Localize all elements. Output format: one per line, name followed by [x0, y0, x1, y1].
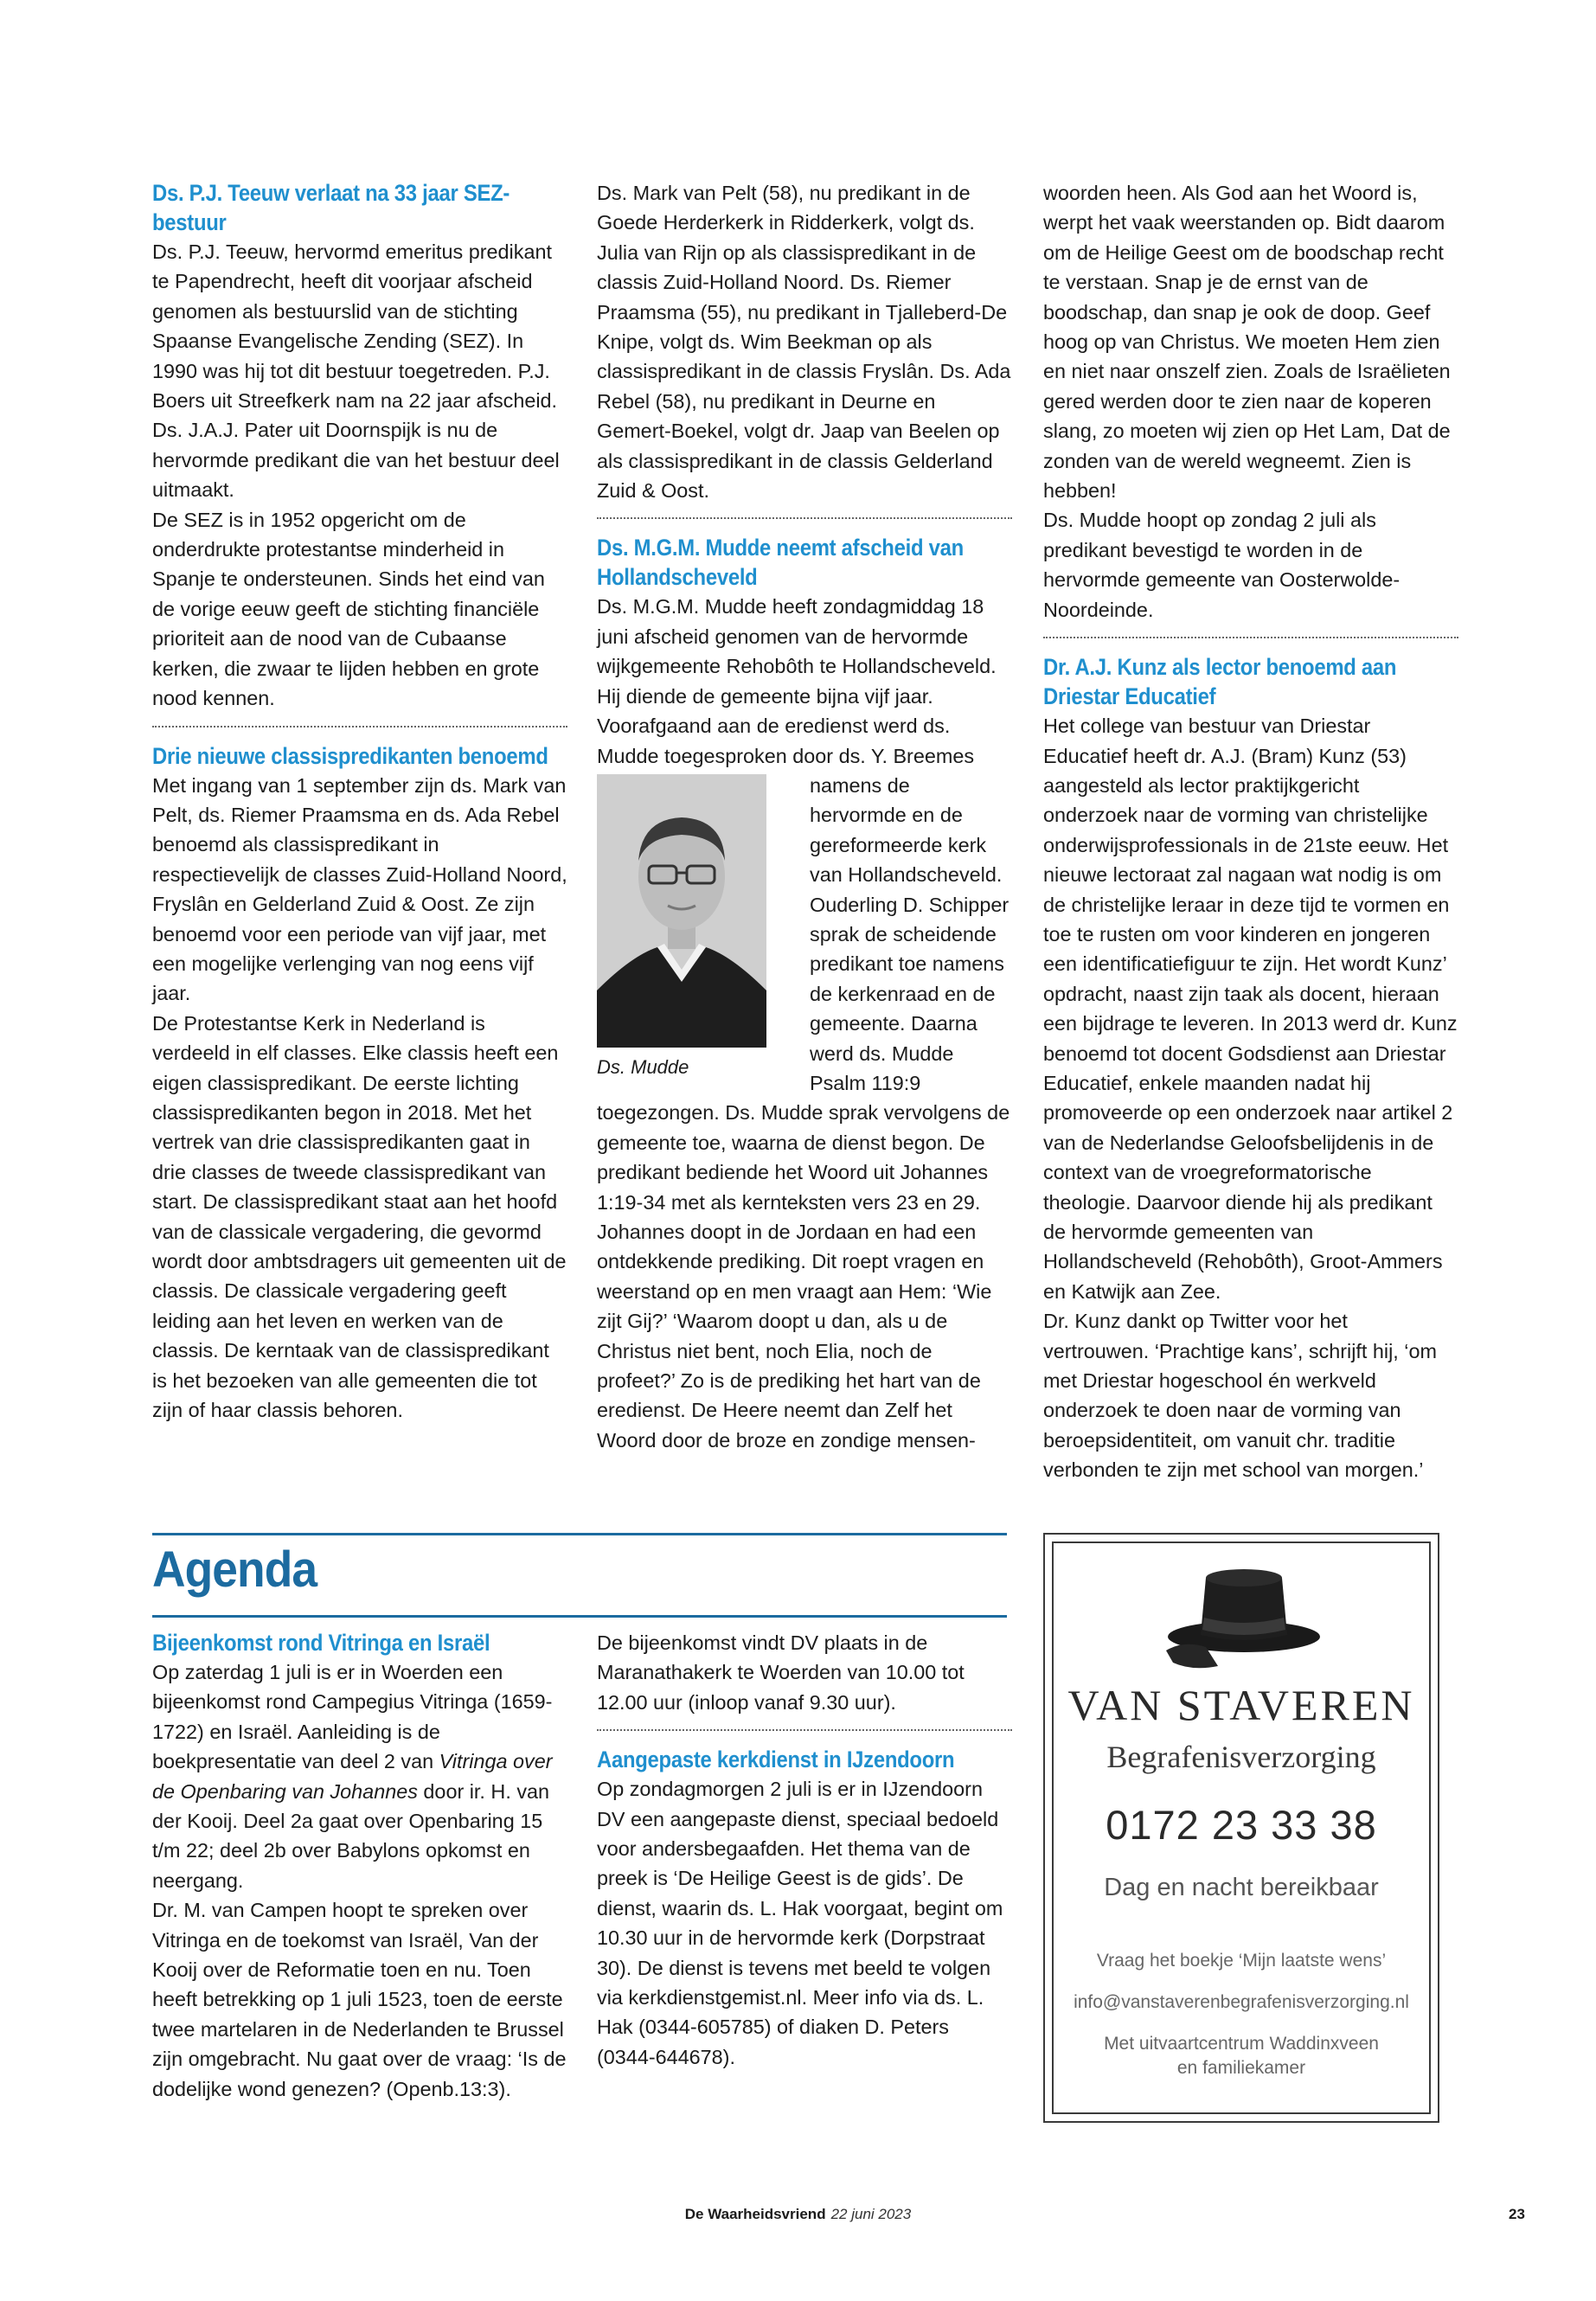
paragraph [152, 1657, 567, 1895]
publication-name: De Waarheidsvriend [684, 2206, 826, 2222]
photo-figure [597, 774, 801, 1080]
headline-teeuw: Ds. P.J. Teeuw verlaat na 33 jaar SEZ-bestuur [152, 180, 510, 235]
paragraph: Dr. M. van Campen hoopt te spreken over Vitringa en de toekomst van Israël, Van der Kooij over de Reformatie toen en nu. Toen heeft betrekking op 1 juli 1523, toen de eerste twee martelaren in de Nederlanden te Brussel zijn omgebracht. Nu gaat over de vraag: ‘Is de dodelijke wond genezen? (Openb.13:3). [152, 1899, 567, 2100]
page-number: 23 [1509, 2206, 1525, 2222]
ad-subtitle: Begrafenisverzorging [1106, 1740, 1376, 1774]
paragraph: woorden heen. Als God aan het Woord is, werpt het vaak weerstanden op. Bidt daarom om de Heilige Geest om de boodschap recht te verstaan. Snap je de ernst van de boodschap, dan snap je ook de doop. Geef hoog op van Christus. We moeten Hem zien en niet naar onszelf zien. Zoals de Israëlieten gered werden door te zien naar de koperen slang, zo moeten wij zien op Het Lam, Dat de zonden van de wereld wegneemt. Zien is hebben! [1043, 182, 1451, 503]
column-1 [152, 178, 567, 1425]
ad-phone-number: 0172 23 33 38 [1106, 1802, 1377, 1848]
paragraph: Ds. M.G.M. Mudde heeft zondagmiddag 18 juni afscheid genomen van de hervormde wijkgemeente Rehobôth te Hollandscheveld. Hij diende de gemeente bijna vijf jaar. Voorafgaand aan de eredienst werd ds. Mudde toegesproken door ds. Y. Breemes [597, 595, 997, 767]
paragraph: De bijeenkomst vindt DV plaats in de Maranathakerk te Woerden van 10.00 tot 12.00 uur (inloop vanaf 9.30 uur). [597, 1631, 965, 1714]
paragraph: De Protestantse Kerk in Nederland is verdeeld in elf classes. Elke classis heeft een eigen classispredikant. De eerste lichting classispredikanten begon in 2018. Met het vertrek van drie classispredikanten gaat in drie classes de tweede classispredikant van start. De classispredikant staat aan het hoofd van de classicale vergadering, die gevormd wordt door ambtsdragers uit gemeenten uit de classis. De classicale vergadering geeft leiding aan het leven en werken van de classis. De kerntaak van de classispredikant is het bezoeken van alle gemeenten die tot zijn of haar classis behoren. [152, 1011, 567, 1422]
ad-availability: Dag en nacht bereikbaar [1104, 1874, 1379, 1901]
photo-caption: Ds. Mudde [597, 1055, 689, 1078]
portrait-photo-mudde [597, 774, 766, 1048]
ad-brand-name: VAN STAVEREN [1067, 1681, 1415, 1729]
top-hat-icon [1166, 1561, 1322, 1673]
publication-date: 22 juni 2023 [830, 2206, 912, 2222]
dotted-divider [1043, 637, 1458, 638]
book-title: Vitringa over de Openbaring van Johannes [152, 1750, 553, 1803]
dotted-divider [597, 517, 1012, 519]
advertisement-van-staveren [1043, 1533, 1439, 2123]
agenda-column-1 [152, 1628, 567, 2104]
column-3 [1043, 178, 1458, 1485]
paragraph: Het college van bestuur van Driestar Educatief heeft dr. A.J. (Bram) Kunz (53) aangesteld als lector praktijkgericht onderzoek naar de vorming van christelijke onderwijsprofessionals in de 21ste eeuw. Het nieuwe lectoraat zal nagaan wat nodig is om de christelijke leraar in deze tijd te vormen en toe te rusten om voor kinderen en jongeren een identificatiefiguur te zijn. Het wordt Kunz’ opdracht, naast zijn taak als docent, hieraan een bijdrage te leveren. In 2013 werd dr. Kunz benoemd tot docent Godsdienst aan Driestar Educatief, enkele maanden nadat hij promoveerde op een onderzoek naar artikel 2 van de Nederlandse Geloofsbelijdenis in de context van de vroegreformatorische theologie. Daarvoor diende hij als predikant de hervormde gemeenten van Hollandscheveld (Rehobôth), Groot-Ammers en Katwijk aan Zee. [1043, 715, 1458, 1303]
ad-center-line: Met uitvaartcentrum Waddinxveen [1104, 2034, 1379, 2054]
paragraph: Op zondagmorgen 2 juli is er in IJzendoorn DV een aangepaste dienst, speciaal bedoeld voor andersbegaafden. Het thema van de preek is ‘De Heilige Geest is de gids’. De dienst, waarin ds. L. Hak voorgaat, begint om 10.30 uur in de hervormde kerk (Dorpstraat 30). De dienst is tevens met beeld te volgen via kerkdienstgemist.nl. Meer info via ds. L. Hak (0344-605785) of diaken D. Peters (0344-644678). [597, 1778, 1003, 2068]
column-2 [597, 178, 1012, 1455]
paragraph: Ds. Mark van Pelt (58), nu predikant in de Goede Herderkerk in Ridderkerk, volgt ds. Julia van Rijn op als classispredikant in de classis Zuid-Holland Noord. Ds. Riemer Praamsma (55), nu predikant in Tjalleberd-De Knipe, volgt ds. Wim Beekman op als classispredikant in de classis Fryslân. Ds. Ada Rebel (58), nu predikant in Deurne en Gemert-Boekel, volgt dr. Jaap van Beelen op als classispredikant in de classis Gelderland Zuid & Oost. [597, 182, 1011, 503]
headline-kunz: Dr. A.J. Kunz als lector benoemd aan Driestar Educatief [1043, 654, 1397, 710]
agenda-column-2 [597, 1628, 1012, 2072]
paragraph: Ds. Mudde hoopt op zondag 2 juli als predikant bevestigd te worden in de hervormde gemeente van Oosterwolde-Noordeinde. [1043, 509, 1401, 621]
headline-mudde: Ds. M.G.M. Mudde neemt afscheid van Hollandscheveld [597, 535, 964, 591]
paragraph: Dr. Kunz dankt op Twitter voor het vertrouwen. ‘Prachtige kans’, schrijft hij, ‘om met Driestar hogeschool én werkveld onderzoek te doen naar de vorming van beroepsidentiteit, om vanuit chr. traditie verbonden te zijn met school van morgen.’ [1043, 1310, 1437, 1482]
ad-email: info@vanstaverenbegrafenisverzorging.nl [1074, 1992, 1409, 2012]
paragraph: namens de hervormde en de gereformeerde kerk van Hollandscheveld. Ouderling D. Schipper sprak de scheidende predikant toe namens de kerkenraad en de gemeente. Daarna werd ds. Mudde Psalm 119:9 toegezongen. Ds. Mudde sprak vervolgens de gemeente toe, waarna de dienst begon. De predikant bediende het Woord uit Johannes 1:19-34 met als kernteksten vers 23 en 29. Johannes doopt in de Jordaan en had een ontdekkende prediking. Dit roept vragen en weerstand op en men vraagt aan Hem: ‘Wie zijt Gij?’ ‘Waarom doopt u dan, als u de Christus niet bent, noch Elia, noch de profeet?’ Zo is de prediking het hart van de eredienst. De Heere neemt dan Zelf het Woord door de broze en zondige mensen- [597, 773, 1010, 1452]
footer [0, 2206, 1596, 2223]
dotted-divider [597, 1729, 1012, 1731]
paragraph: Ds. P.J. Teeuw, hervormd emeritus predikant te Papendrecht, heeft dit voorjaar afscheid genomen als bestuurslid van de stichting Spaanse Evangelische Zending (SEZ). In 1990 was hij tot dit bestuur toegetreden. P.J. Boers uit Streefkerk nam na 22 jaar afscheid. Ds. J.A.J. Pater uit Doornspijk is nu de hervormde predikant die van het bestuur deel uitmaakt. [152, 240, 560, 502]
headline-classispredikanten: Drie nieuwe classispredikanten benoemd [152, 742, 548, 769]
dotted-divider [152, 726, 567, 727]
portrait-illustration [597, 774, 766, 1048]
ad-family-room-line: en familiekamer [1176, 2058, 1306, 2078]
agenda-section-header [152, 1533, 1007, 1618]
headline-ijzendoorn: Aangepaste kerkdienst in IJzendoorn [597, 1747, 955, 1773]
ad-booklet-line: Vraag het boekje ‘Mijn laatste wens’ [1096, 1951, 1387, 1971]
headline-vitringa: Bijeenkomst rond Vitringa en Israël [152, 1630, 490, 1656]
agenda-title: Agenda [152, 1541, 317, 1598]
paragraph: Met ingang van 1 september zijn ds. Mark van Pelt, ds. Riemer Praamsma en ds. Ada Rebel benoemd als classispredikant in respectievelijk de classes Zuid-Holland Noord, Fryslân en Gelderland Zuid & Oost. Ze zijn benoemd voor een periode van vijf jaar, met een mogelijke verlenging van nog eens vijf jaar. [152, 773, 567, 1005]
text-run: Op zaterdag 1 juli is er in Woerden een bijeenkomst rond Campegius Vitringa (1659-1722) en Israël. Aanleiding is de boekpresentatie van deel 2 van [152, 1661, 553, 1773]
paragraph: De SEZ is in 1952 opgericht om de onderdrukte protestantse minderheid in Spanje te ondersteunen. Sinds het eind van de vorige eeuw geeft de stichting financiële prioriteit aan de nood van de Cubaanse kerken, die zwaar te lijden hebben en grote nood kennen. [152, 508, 545, 710]
text-run: door ir. H. van der Kooij. Deel 2a gaat over Openbaring 15 t/m 22; deel 2b over Babylons opkomst en neergang. [152, 1779, 550, 1892]
